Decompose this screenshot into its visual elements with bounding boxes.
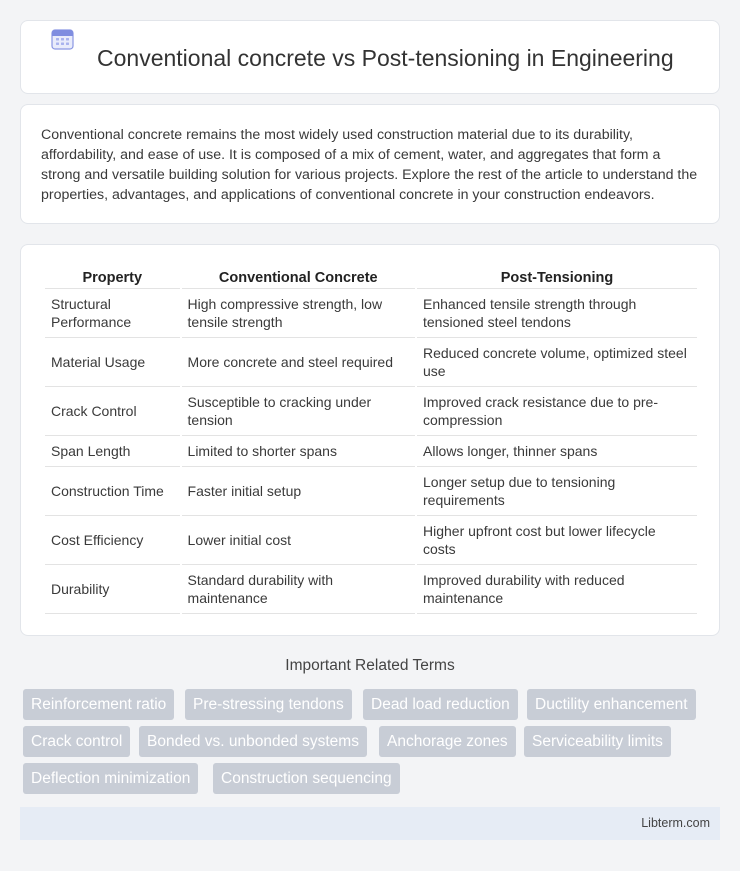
table-cell: High compressive strength, low tensile strength xyxy=(182,289,415,338)
tag-pre-stressing-tendons[interactable]: Pre-stressing tendons xyxy=(185,689,352,720)
table-cell: Cost Efficiency xyxy=(45,516,180,565)
table-cell: Span Length xyxy=(45,436,180,467)
calendar-icon xyxy=(50,27,76,51)
table-header-row xyxy=(45,265,697,289)
comparison-card xyxy=(20,244,720,636)
tag-ductility-enhancement[interactable]: Ductility enhancement xyxy=(527,689,696,720)
table-cell: Durability xyxy=(45,565,180,614)
table-row xyxy=(45,565,697,614)
tag-serviceability-limits[interactable]: Serviceability limits xyxy=(524,726,671,757)
table-cell: Faster initial setup xyxy=(182,467,415,516)
intro-paragraph: Conventional concrete remains the most widely used construction material due to its durability, affordability, and ease of use. It is composed of a mix of cement, water, and aggregates that form a strong and versatile building solution for various projects. Explore the rest of the article to understand the properties, advantages, and applications of conventional concrete in your construction endeavors. xyxy=(41,127,698,203)
table-row xyxy=(45,467,697,516)
table-row xyxy=(45,436,697,467)
table-cell: Longer setup due to tensioning requirements xyxy=(417,467,697,516)
table-cell: Structural Performance xyxy=(45,289,180,338)
tag-construction-sequencing[interactable]: Construction sequencing xyxy=(213,763,400,794)
table-cell: Enhanced tensile strength through tensioned steel tendons xyxy=(417,289,697,338)
table-cell: Higher upfront cost but lower lifecycle costs xyxy=(417,516,697,565)
table-cell: Susceptible to cracking under tension xyxy=(182,387,415,436)
table-row xyxy=(45,338,697,387)
table-row xyxy=(45,289,697,338)
table-cell: Limited to shorter spans xyxy=(182,436,415,467)
tag-anchorage-zones[interactable]: Anchorage zones xyxy=(379,726,516,757)
table-cell: Reduced concrete volume, optimized steel use xyxy=(417,338,697,387)
tag-crack-control[interactable]: Crack control xyxy=(23,726,130,757)
table-cell: Material Usage xyxy=(45,338,180,387)
related-terms-heading: Important Related Terms xyxy=(285,657,455,674)
table-cell: Construction Time xyxy=(45,467,180,516)
header-card xyxy=(20,20,720,94)
table-row xyxy=(45,516,697,565)
comparison-table xyxy=(43,265,699,614)
footer-site-link[interactable]: Libterm.com xyxy=(641,816,710,830)
page-title: Conventional concrete vs Post-tensioning in Engineering xyxy=(97,45,674,71)
table-cell: Improved durability with reduced maintenance xyxy=(417,565,697,614)
column-header-conventional: Conventional Concrete xyxy=(182,265,415,289)
column-header-property: Property xyxy=(45,265,180,289)
table-cell: Improved crack resistance due to pre-compression xyxy=(417,387,697,436)
table-cell: Crack Control xyxy=(45,387,180,436)
tag-deflection-minimization[interactable]: Deflection minimization xyxy=(23,763,198,794)
table-cell: Standard durability with maintenance xyxy=(182,565,415,614)
table-cell: Lower initial cost xyxy=(182,516,415,565)
intro-card xyxy=(20,104,720,224)
tag-reinforcement-ratio[interactable]: Reinforcement ratio xyxy=(23,689,174,720)
column-header-post-tensioning: Post-Tensioning xyxy=(417,265,697,289)
table-row xyxy=(45,387,697,436)
footer xyxy=(20,807,720,840)
table-cell: Allows longer, thinner spans xyxy=(417,436,697,467)
table-cell: More concrete and steel required xyxy=(182,338,415,387)
tag-dead-load-reduction[interactable]: Dead load reduction xyxy=(363,689,518,720)
tag-bonded-vs-unbonded[interactable]: Bonded vs. unbonded systems xyxy=(139,726,367,757)
